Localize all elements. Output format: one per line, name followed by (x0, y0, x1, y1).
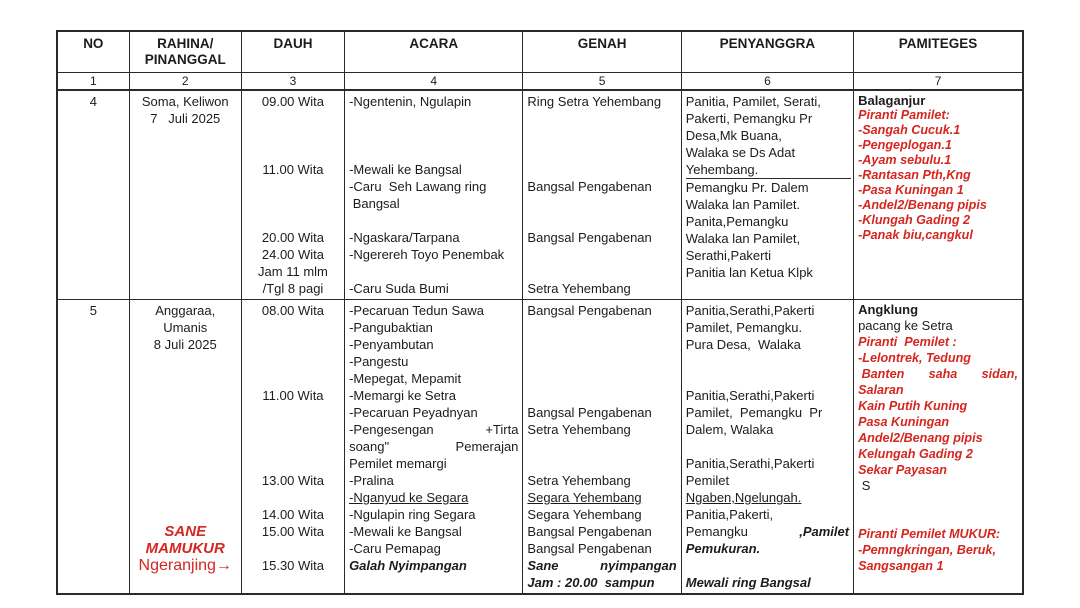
blank-line (134, 387, 237, 404)
text-line: Segara Yehembang (527, 490, 642, 505)
header-text: GENAH (577, 36, 627, 51)
text-line: Dalem, Walaka (685, 422, 774, 437)
text-line (686, 523, 849, 540)
header-text: RAHINA/ (157, 36, 214, 51)
text-line: -Ngulapin ring Segara (349, 507, 476, 522)
text-line: Andel2/Benang pipis (858, 431, 983, 445)
table-row (57, 300, 1023, 595)
text-line: Walaka lan Pamilet. (685, 197, 801, 212)
text-line: Angklung (858, 302, 919, 317)
text-part: Pemangku (685, 524, 748, 539)
cell-genah (523, 90, 681, 300)
text-line: Bangsal Pengabenan (527, 179, 652, 194)
text-line: Pemilet memargi (349, 456, 447, 471)
text-line: 7 Juli 2025 (150, 111, 221, 126)
text-line: Balaganjur (858, 93, 926, 108)
cell-no (57, 90, 129, 300)
text-line: Ngaben,Ngelungah. (685, 490, 802, 505)
cell-dauh (241, 90, 344, 300)
text-line: 8 Juli 2025 (153, 337, 217, 352)
text-line: Mewali ring Bangsal (685, 575, 811, 590)
blank-line (349, 144, 518, 161)
column-number-penyanggra: 6 (681, 73, 853, 91)
header-text: PAMITEGES (898, 36, 978, 51)
text-line: 09.00 Wita (261, 94, 325, 109)
text-line (527, 557, 676, 574)
blank-line (349, 212, 518, 229)
column-number-row (57, 73, 1023, 91)
text-line: Ngeranjing→ (138, 557, 232, 574)
text-line: 13.00 Wita (261, 473, 325, 488)
text-line: Bangsal Pengabenan (527, 541, 652, 556)
text-line: /Tgl 8 pagi (262, 281, 324, 296)
text-line: -Penyambutan (349, 337, 434, 352)
blank-line (246, 110, 340, 127)
text-line (349, 438, 518, 455)
text-line: -Caru Suda Bumi (349, 281, 449, 296)
text-line: MAMUKUR (145, 540, 225, 557)
blank-line (527, 387, 676, 404)
text-line: -Caru Seh Lawang ring (349, 179, 487, 194)
text-line: -Pengeplogan.1 (858, 138, 952, 152)
text-line: Walaka se Ds Adat (685, 145, 796, 160)
blank-line (527, 438, 676, 455)
cell-penyanggra (681, 90, 853, 300)
text-line: Piranti Pamilet: (858, 108, 950, 122)
text-line: Pakerti, Pemangku Pr (685, 111, 813, 126)
col-header-pamiteges (854, 31, 1023, 73)
cell-penyanggra (681, 300, 853, 595)
text-line: 15.30 Wita (261, 558, 325, 573)
text-part: Banten (858, 367, 905, 381)
text-line: Sekar Payasan (858, 463, 948, 477)
blank-line (527, 195, 676, 212)
text-line: Piranti Pemilet : (858, 335, 957, 349)
blank-line (349, 110, 518, 127)
header-text: PINANGGAL (144, 52, 226, 67)
blank-line (527, 127, 676, 144)
table-row (57, 90, 1023, 300)
blank-line (246, 195, 340, 212)
text-line: 24.00 Wita (261, 247, 325, 262)
blank-line (246, 127, 340, 144)
blank-line (134, 370, 237, 387)
blank-line (134, 421, 237, 438)
cell-rahina (129, 300, 241, 595)
text-line: Kelungah Gading 2 (858, 447, 973, 461)
text-line: 11.00 Wita (262, 162, 324, 177)
text-part: sidan, (981, 367, 1018, 381)
col-header-dauh (241, 31, 344, 73)
text-line: Setra Yehembang (527, 473, 631, 488)
column-number-acara: 4 (345, 73, 523, 91)
ceremony-schedule-table (56, 30, 1024, 595)
text-line: 14.00 Wita (261, 507, 325, 522)
text-line: S (858, 478, 871, 493)
text-line: Panitia,Serathi,Pakerti (685, 388, 815, 403)
text-line: -Lelontrek, Tedung (858, 351, 971, 365)
text-line: -Mewali ke Bangsal (349, 524, 462, 539)
text-line: Ring Setra Yehembang (527, 94, 662, 109)
blank-line (246, 212, 340, 229)
blank-line (246, 370, 340, 387)
text-line: Pura Desa, Walaka (685, 337, 801, 352)
text-part: ,Pamilet (799, 524, 850, 539)
text-line: -Pralina (349, 473, 394, 488)
text-line: Bangsal Pengabenan (527, 524, 652, 539)
text-line: -Pecaruan Tedun Sawa (349, 303, 484, 318)
text-line: 15.00 Wita (261, 524, 325, 539)
text-line: Pemukuran. (685, 541, 761, 556)
column-number-pamiteges: 7 (854, 73, 1023, 91)
header-text: NO (83, 36, 104, 51)
blank-line (527, 319, 676, 336)
text-line: -Klungah Gading 2 (858, 213, 971, 227)
text-line: Pasa Kuningan (858, 415, 950, 429)
blank-line (246, 404, 340, 421)
column-number-genah: 5 (523, 73, 681, 91)
blank-line (527, 144, 676, 161)
text-line: -Panak biu,cangkul (858, 228, 973, 242)
cell-acara (345, 300, 523, 595)
text-line: -Ngentenin, Ngulapin (349, 94, 472, 109)
blank-line (246, 421, 340, 438)
text-line: Panitia,Serathi,Pakerti (685, 303, 815, 318)
blank-line (686, 438, 849, 455)
column-number-no: 1 (57, 73, 129, 91)
text-line: Bangsal Pengabenan (527, 230, 652, 245)
blank-line (527, 353, 676, 370)
text-line: Panita,Pemangku (685, 214, 789, 229)
blank-line (134, 438, 237, 455)
blank-line (858, 510, 1018, 526)
text-line: Kain Putih Kuning (858, 399, 968, 413)
cell-acara (345, 90, 523, 300)
text-line: -Mewali ke Bangsal (349, 162, 462, 177)
text-line: Pamilet, Pemangku Pr (685, 405, 823, 420)
blank-line (246, 178, 340, 195)
text-part: +Tirta (485, 422, 519, 437)
text-line: -Mepegat, Mepamit (349, 371, 462, 386)
text-part: nyimpangan (600, 558, 677, 573)
text-line: -Sangah Cucuk.1 (858, 123, 961, 137)
blank-line (134, 455, 237, 472)
header-text: ACARA (409, 36, 459, 51)
blank-line (527, 110, 676, 127)
blank-line (246, 455, 340, 472)
text-line: Soma, Keliwon (141, 94, 229, 109)
text-line: -Pangubaktian (349, 320, 433, 335)
text-line: -Andel2/Benang pipis (858, 198, 987, 212)
text-line: Serathi,Pakerti (685, 248, 771, 263)
blank-line (527, 336, 676, 353)
cell-pamiteges (854, 300, 1023, 595)
column-number-dauh: 3 (241, 73, 344, 91)
text-line: Panitia,Pakerti, (685, 507, 774, 522)
column-number-rahina: 2 (129, 73, 241, 91)
blank-line (686, 353, 849, 370)
text-line: Panitia, Pamilet, Serati, (685, 94, 821, 109)
blank-line (134, 404, 237, 421)
text-line: -Caru Pemapag (349, 541, 441, 556)
cell-pamiteges (854, 90, 1023, 300)
text-line: Panitia lan Ketua Klpk (685, 265, 813, 280)
blank-line (134, 472, 237, 489)
blank-line (858, 494, 1018, 510)
text-line: 11.00 Wita (262, 388, 324, 403)
col-header-acara (345, 31, 523, 73)
text-line: Yehembang. (686, 161, 851, 179)
text-line: -Pangestu (349, 354, 409, 369)
col-header-no (57, 31, 129, 73)
text-line: Pemangku Pr. Dalem (685, 180, 809, 195)
text-line: Sangsangan 1 (858, 559, 944, 573)
text-line: Anggaraa, Umanis (155, 303, 219, 335)
text-line: SANE (164, 523, 207, 540)
text-line: Pemilet (685, 473, 730, 488)
text-line: 5 (89, 303, 97, 318)
blank-line (134, 489, 237, 506)
table-body (57, 90, 1023, 594)
col-header-rahina (129, 31, 241, 73)
blank-line (527, 455, 676, 472)
cell-genah (523, 300, 681, 595)
text-line: -Nganyud ke Segara (349, 490, 469, 505)
cell-no (57, 300, 129, 595)
blank-line (686, 370, 849, 387)
header-text: DAUH (273, 36, 313, 51)
blank-line (246, 489, 340, 506)
text-line: Setra Yehembang (527, 281, 631, 296)
text-line: Segara Yehembang (527, 507, 642, 522)
header-text: PENYANGGRA (719, 36, 816, 51)
text-line: pacang ke Setra (858, 318, 953, 333)
text-line: -Pasa Kuningan 1 (858, 183, 964, 197)
text-part: soang" (349, 439, 390, 454)
text-line (349, 421, 518, 438)
text-line: -Ngerereh Toyo Penembak (349, 247, 505, 262)
blank-line (246, 319, 340, 336)
text-line: Piranti Pemilet MUKUR: (858, 527, 1001, 541)
blank-line (246, 353, 340, 370)
text-line: Galah Nyimpangan (349, 558, 467, 573)
blank-line (246, 144, 340, 161)
text-part: Pemerajan (455, 439, 519, 454)
blank-line (527, 370, 676, 387)
blank-line (527, 212, 676, 229)
blank-line (246, 540, 340, 557)
blank-line (527, 161, 676, 178)
text-line: -Pecaruan Peyadnyan (349, 405, 478, 420)
blank-line (134, 506, 237, 523)
text-line: -Ngaskara/Tarpana (349, 230, 460, 245)
blank-line (349, 263, 518, 280)
col-header-genah (523, 31, 681, 73)
text-line: 20.00 Wita (261, 230, 325, 245)
text-line: Pamilet, Pemangku. (685, 320, 803, 335)
blank-line (246, 336, 340, 353)
header-row (57, 31, 1023, 73)
table-header (57, 31, 1023, 90)
text-line: Jam : 20.00 sampun (527, 575, 655, 590)
text-line: -Memargi ke Setra (349, 388, 456, 403)
text-line: -Pemngkringan, Beruk, (858, 543, 996, 557)
text-line: Bangsal Pengabenan (527, 303, 652, 318)
col-header-penyanggra (681, 31, 853, 73)
text-line: Panitia,Serathi,Pakerti (685, 456, 815, 471)
blank-line (527, 246, 676, 263)
blank-line (134, 353, 237, 370)
text-line: Bangsal (349, 196, 400, 211)
blank-line (527, 263, 676, 280)
text-line: -Ayam sebulu.1 (858, 153, 952, 167)
text-line: Desa,Mk Buana, (685, 128, 782, 143)
text-part: -Pengesengan (349, 422, 434, 437)
cell-rahina (129, 90, 241, 300)
text-line (858, 366, 1018, 382)
blank-line (686, 557, 849, 574)
text-line: Bangsal Pengabenan (527, 405, 652, 420)
text-part: saha (928, 367, 958, 381)
text-line: Jam 11 mlm (258, 264, 328, 279)
text-line: -Rantasan Pth,Kng (858, 168, 971, 182)
text-line: Setra Yehembang (527, 422, 631, 437)
text-line: 08.00 Wita (261, 303, 325, 318)
text-part: Sane (527, 558, 559, 573)
cell-dauh (241, 300, 344, 595)
blank-line (349, 127, 518, 144)
text-line: 4 (89, 94, 97, 109)
blank-line (246, 438, 340, 455)
text-line: Walaka lan Pamilet, (685, 231, 801, 246)
text-line: Salaran (858, 383, 904, 397)
